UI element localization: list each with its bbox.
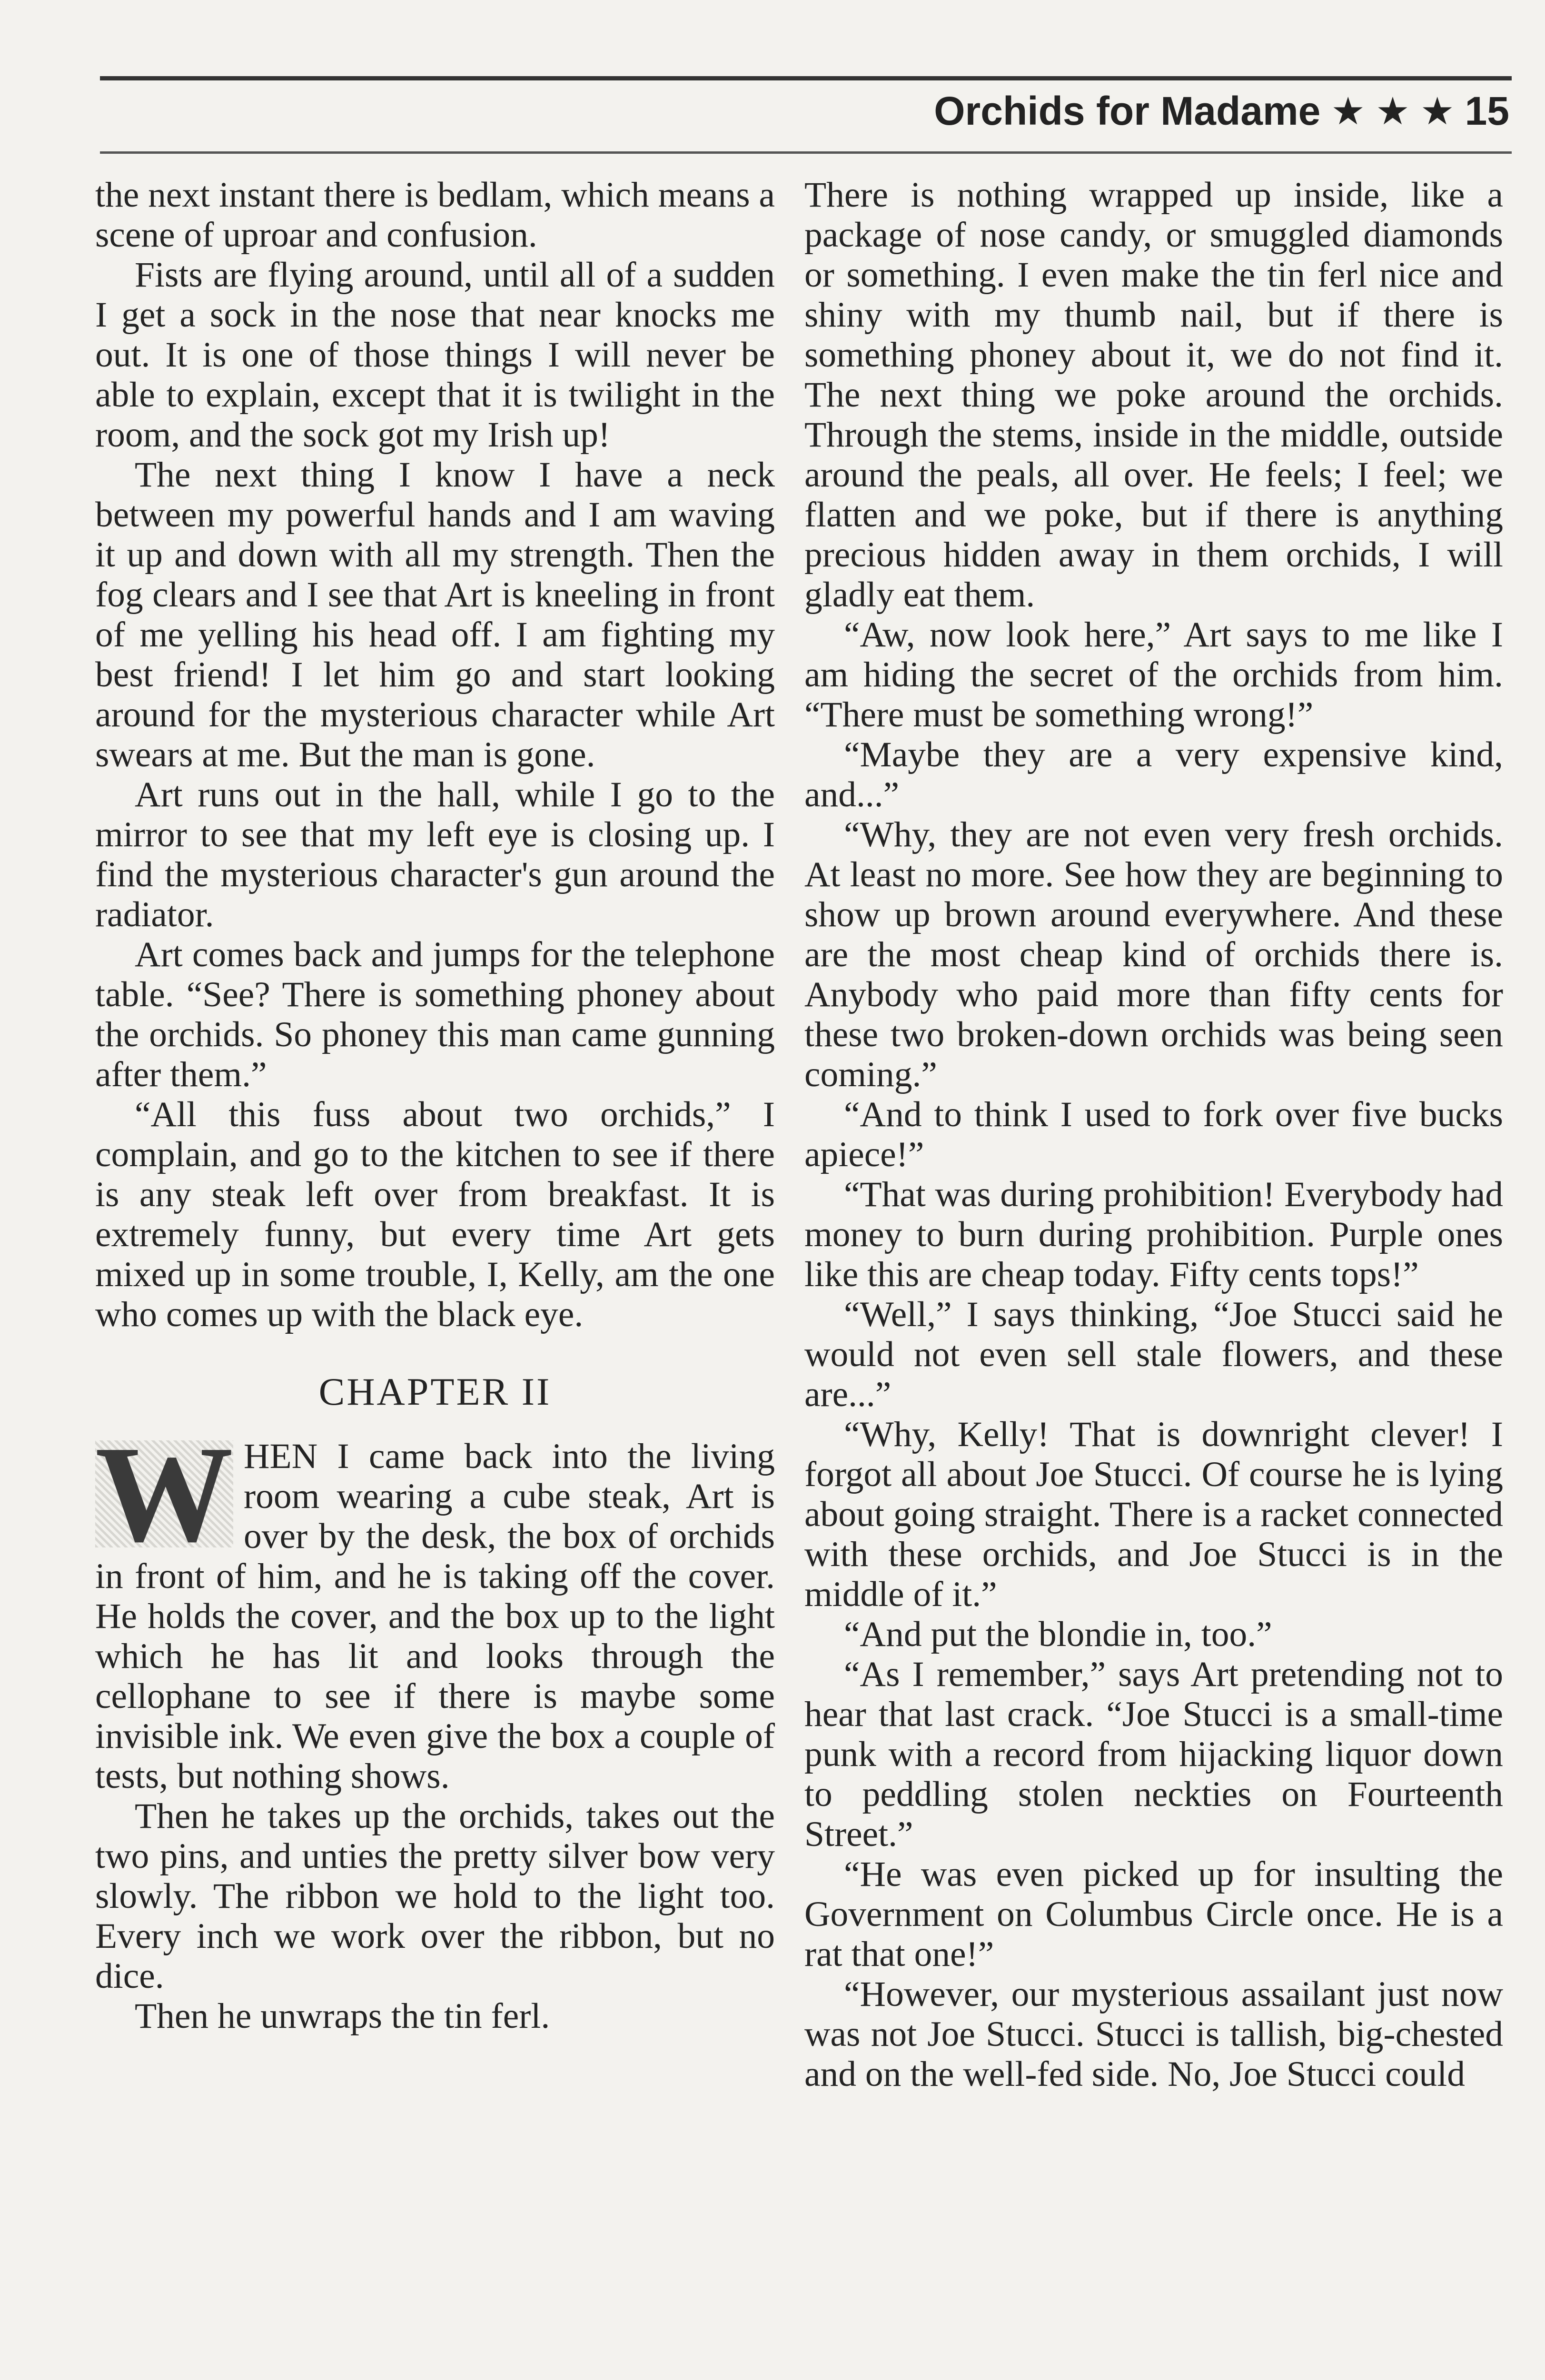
- right-column: [804, 175, 1503, 2380]
- paragraph: “And to think I used to fork over five bucks apiece!”: [804, 1095, 1503, 1174]
- page-number: 15: [1465, 89, 1509, 133]
- header-rule-top: [100, 76, 1512, 80]
- paragraph: “Why, Kelly! That is downright clever! I forgot all about Joe Stucci. Of course he is lying about going straight. There is a racket connected with these orchids, and Joe Stucci is in the middle of it.”: [804, 1415, 1503, 1614]
- left-column: [95, 175, 775, 2380]
- paragraph: There is nothing wrapped up inside, like a package of nose candy, or smuggled diamonds or something. I even make the tin ferl nice and shiny with my thumb nail, but if there is something phoney about it, we do not find it. The next thing we poke around the orchids. Through the stems, inside in the middle, outside around the peals, all over. He feels; I feel; we flatten and we poke, but if there is anything precious hidden away in them orchids, I will gladly eat them.: [804, 175, 1503, 615]
- paragraph: “And put the blondie in, too.”: [844, 1615, 1272, 1654]
- paragraph: “He was even picked up for insulting the Government on Columbus Circle once. He is a rat that one!”: [804, 1854, 1503, 1974]
- paragraph: Then he takes up the orchids, takes out the two pins, and unties the pretty silver bow very slowly. The ribbon we hold to the light too. Every inch we work over the ribbon, but no dice.: [95, 1796, 775, 1996]
- paragraph: “Maybe they are a very expensive kind, and...”: [804, 735, 1503, 814]
- paragraph: “Well,” I says thinking, “Joe Stucci said he would not even sell stale flowers, and these are...”: [804, 1295, 1503, 1414]
- paragraph: “Aw, now look here,” Art says to me like I am hiding the secret of the orchids from him. “There must be something wrong!”: [804, 615, 1503, 734]
- paragraph: “However, our mysterious assailant just now was not Joe Stucci. Stucci is tallish, big-chested and on the well-fed side. No, Joe Stucci could: [804, 1974, 1503, 2094]
- paragraph: “Why, they are not even very fresh orchids. At least no more. See how they are beginning to show up brown around everywhere. And these are the most cheap kind of orchids there is. Anybody who paid more than fifty cents for these two broken-down orchids was being seen coming.”: [804, 815, 1503, 1094]
- paragraph: “All this fuss about two orchids,” I complain, and go to the kitchen to see if there is any steak left over from breakfast. It is extremely funny, but every time Art gets mixed up in some trouble, I, Kelly, am the one who comes up with the black eye.: [95, 1095, 775, 1334]
- star-icon: ★: [1376, 90, 1410, 132]
- header-rule-bottom: [100, 151, 1512, 154]
- paragraph: “That was during prohibition! Everybody had money to burn during prohibition. Purple ones like this are cheap today. Fifty cents tops!”: [804, 1175, 1503, 1294]
- paragraph: The next thing I know I have a neck between my powerful hands and I am waving it up and down with all my strength. Then the fog clears and I see that Art is kneeling in front of me yelling his head off. I am fighting my best friend! I let him go and start looking around for the mysterious character while Art swears at me. But the man is gone.: [95, 455, 775, 774]
- chapter-heading: CHAPTER II: [318, 1370, 552, 1413]
- paragraph: Then he unwraps the tin ferl.: [135, 1996, 550, 2036]
- header-title: Orchids for Madame: [934, 89, 1321, 133]
- star-icon: ★: [1331, 90, 1366, 132]
- paragraph: the next instant there is bedlam, which means a scene of uproar and confusion.: [95, 175, 775, 255]
- paragraph: Art comes back and jumps for the telephone table. “See? There is something phoney about the orchids. So phoney this man came gunning after them.”: [95, 935, 775, 1094]
- paragraph: Fists are flying around, until all of a sudden I get a sock in the nose that near knocks me out. It is one of those things I will never be able to explain, except that it is twilight in the room, and the sock got my Irish up!: [95, 255, 775, 455]
- paragraph-text: HEN I came back into the living room wearing a cube steak, Art is over by the desk, the box of orchids in front of him, and he is taking off the cover. He holds the cover, and the box up to the light which he has lit and looks through the cellophane to see if there is maybe some invisible ink. We even give the box a couple of tests, but nothing shows.: [95, 1437, 775, 1796]
- star-icon: ★: [1420, 90, 1455, 132]
- running-header: [934, 88, 1509, 134]
- paragraph: “As I remember,” says Art pretending not to hear that last crack. “Joe Stucci is a small-time punk with a record from hijacking liquor down to peddling stolen neckties on Fourteenth Street.”: [804, 1655, 1503, 1854]
- paragraph: [95, 1418, 775, 1796]
- drop-cap: W: [95, 1418, 233, 1570]
- paragraph: Art runs out in the hall, while I go to the mirror to see that my left eye is closing up. I find the mysterious character's gun around the radiator.: [95, 775, 775, 934]
